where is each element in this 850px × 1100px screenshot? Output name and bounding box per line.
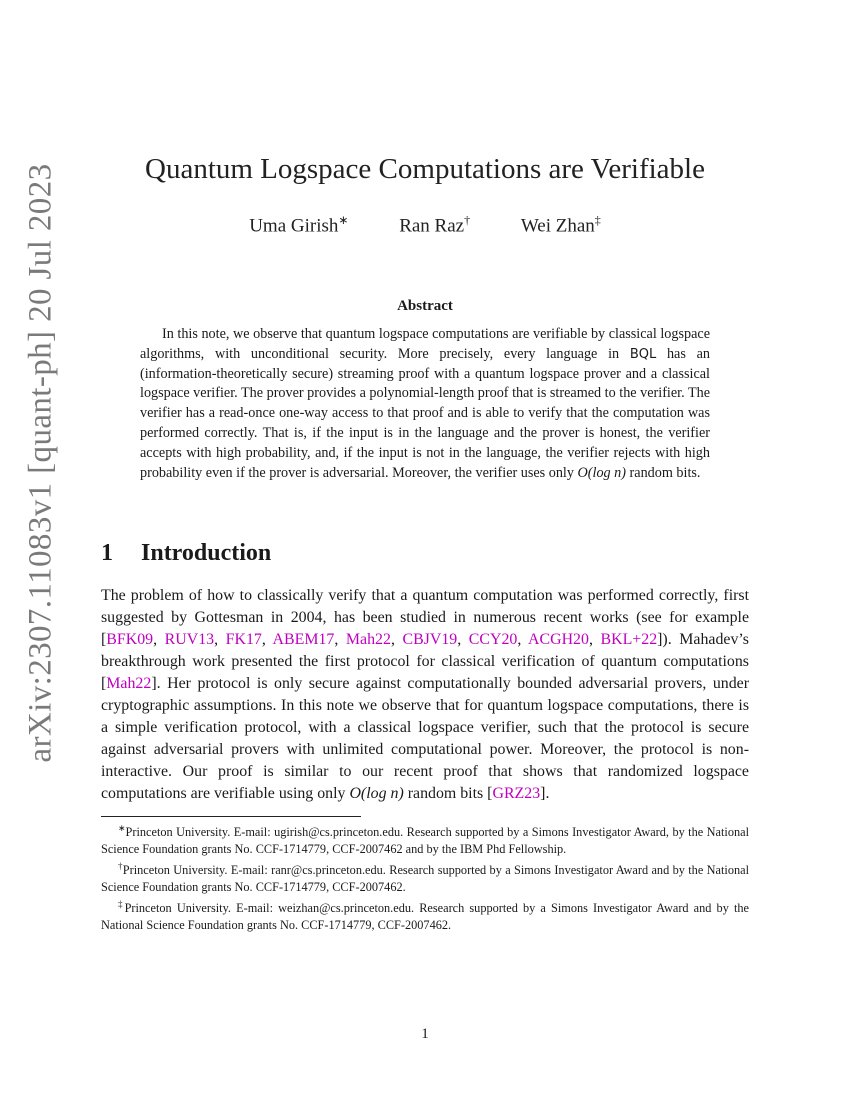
footnote-mark: ∗ bbox=[118, 823, 126, 833]
footnotes bbox=[101, 820, 749, 934]
footnote bbox=[101, 896, 749, 934]
section-number: 1 bbox=[101, 540, 113, 566]
intro-text: ]). Mahadev’s breakthrough work presented the first protocol for classical verification of quantum computations [ bbox=[101, 631, 749, 692]
author-list bbox=[0, 213, 850, 237]
citation-link[interactable]: Mah22 bbox=[345, 631, 391, 648]
footnote-text: Princeton University. E-mail: weizhan@cs.princeton.edu. Research supported by a Simons Investigator Award and by the National Science Foundation grants No. CCF-1714779, CCF-2007462. bbox=[101, 901, 750, 933]
author-mark: ∗ bbox=[338, 213, 349, 227]
author-1 bbox=[249, 213, 348, 237]
author-2 bbox=[399, 213, 470, 237]
citation-link[interactable]: RUV13 bbox=[164, 631, 215, 648]
footnote-mark: † bbox=[118, 861, 123, 872]
section-heading bbox=[101, 540, 271, 567]
footnote-rule bbox=[101, 816, 361, 817]
footnote-mark: ‡ bbox=[118, 899, 125, 910]
arxiv-stamp-text: arXiv:2307.11083v1 [quant-ph] 20 Jul 2023 bbox=[22, 163, 59, 763]
author-name: Uma Girish bbox=[249, 215, 339, 237]
footnote bbox=[101, 858, 749, 896]
citation-link[interactable]: CBJV19 bbox=[402, 631, 458, 648]
citation-link[interactable]: ACGH20 bbox=[528, 631, 589, 648]
math-expression: O(log n) bbox=[577, 464, 626, 481]
citation-link[interactable]: Mah22 bbox=[106, 675, 152, 692]
citation-link[interactable]: BKL+22 bbox=[600, 631, 658, 648]
author-name: Wei Zhan bbox=[520, 215, 595, 237]
paper-title: Quantum Logspace Computations are Verifiable bbox=[145, 153, 705, 185]
citation-link[interactable]: GRZ23 bbox=[492, 785, 541, 802]
author-mark: ‡ bbox=[594, 213, 601, 227]
intro-text: ]. bbox=[540, 785, 550, 802]
arxiv-stamp bbox=[20, 163, 62, 763]
footnote-text: Princeton University. E-mail: ugirish@cs.princeton.edu. Research supported by a Simons Investigator Award, by the National Science Foundation grants No. CCF-1714779, CCF-2007462 and by the IBM Phd Fellowship. bbox=[101, 825, 749, 857]
abstract-heading: Abstract bbox=[397, 298, 453, 314]
abstract-part: has an (information-theoretically secure) streaming proof with a quantum logspace prover and a classical logspace verifier. The prover provides a polynomial-length proof that is streamed to the verifier. The verifier has a read-once one-way access to that proof and is able to verify that the computation was performed correctly. That is, if the input is in the language and the prover is honest, the verifier accepts with high probability, and, if the input is not in the language, the verifier rejects with high probability even if the prover is adversarial. Moreover, the verifier uses only bbox=[140, 345, 710, 481]
complexity-class: BQL bbox=[629, 346, 657, 362]
abstract-part: In this note, we observe that quantum logspace computations are verifiable by classical logspace algorithms, with unconditional security. More precisely, every language in bbox=[140, 326, 710, 362]
footnote-text: Princeton University. E-mail: ranr@cs.princeton.edu. Research supported by a Simons Investigator Award and by the National Science Foundation grants No. CCF-1714779, CCF-2007462. bbox=[101, 863, 749, 895]
citation-link[interactable]: ABEM17 bbox=[272, 631, 335, 648]
section-title: Introduction bbox=[141, 540, 272, 566]
intro-text: The problem of how to classically verify that a quantum computation was performed correctly, first suggested by Gottesman in 2004, has been studied in numerous recent works (see for example [ bbox=[101, 587, 749, 648]
math-expression: O(log n) bbox=[349, 785, 404, 802]
author-name: Ran Raz bbox=[399, 215, 465, 237]
abstract-part: random bits. bbox=[626, 464, 701, 481]
citation-link[interactable]: CCY20 bbox=[468, 631, 518, 648]
author-3 bbox=[521, 213, 601, 237]
intro-paragraph: The problem of how to classically verify that a quantum computation was performed correctly, first suggested by Gottesman in 2004, has been studied in numerous recent works (see for example [BFK09, RUV13, FK17, ABEM17, Mah22, CBJV19, CCY20, ACGH20, BKL+22]). Mahadev’s breakthrough work presented the first protocol for classical verification of quantum computations [Mah22]. Her protocol is only secure against computationally bounded adversarial provers, under cryptographic assumptions. In this note we observe that for quantum logspace computations, there is a simple verification protocol, with a classical logspace verifier, such that the protocol is secure against adversarial provers with unlimited computational power. Moreover, the protocol is non-interactive. Our proof is similar to our recent proof that shows that randomized logspace computations are verifiable using only O(log n) random bits [GRZ23]. bbox=[101, 587, 749, 802]
citation-link[interactable]: BFK09 bbox=[106, 631, 154, 648]
author-mark: † bbox=[464, 213, 471, 227]
citation-link[interactable]: FK17 bbox=[225, 631, 262, 648]
abstract-text bbox=[140, 325, 710, 483]
intro-text: random bits [ bbox=[403, 785, 493, 802]
page-number: 1 bbox=[421, 1026, 429, 1042]
footnote bbox=[101, 820, 749, 858]
intro-text: ]. Her protocol is only secure against computationally bounded adversarial provers, under cryptographic assumptions. In this note we observe that for quantum logspace computations, there is a simple verification protocol, with a classical logspace verifier, such that the protocol is secure against adversarial provers with unlimited computational power. Moreover, the protocol is non-interactive. Our proof is similar to our recent proof that shows that randomized logspace computations are verifiable using only bbox=[101, 675, 749, 802]
